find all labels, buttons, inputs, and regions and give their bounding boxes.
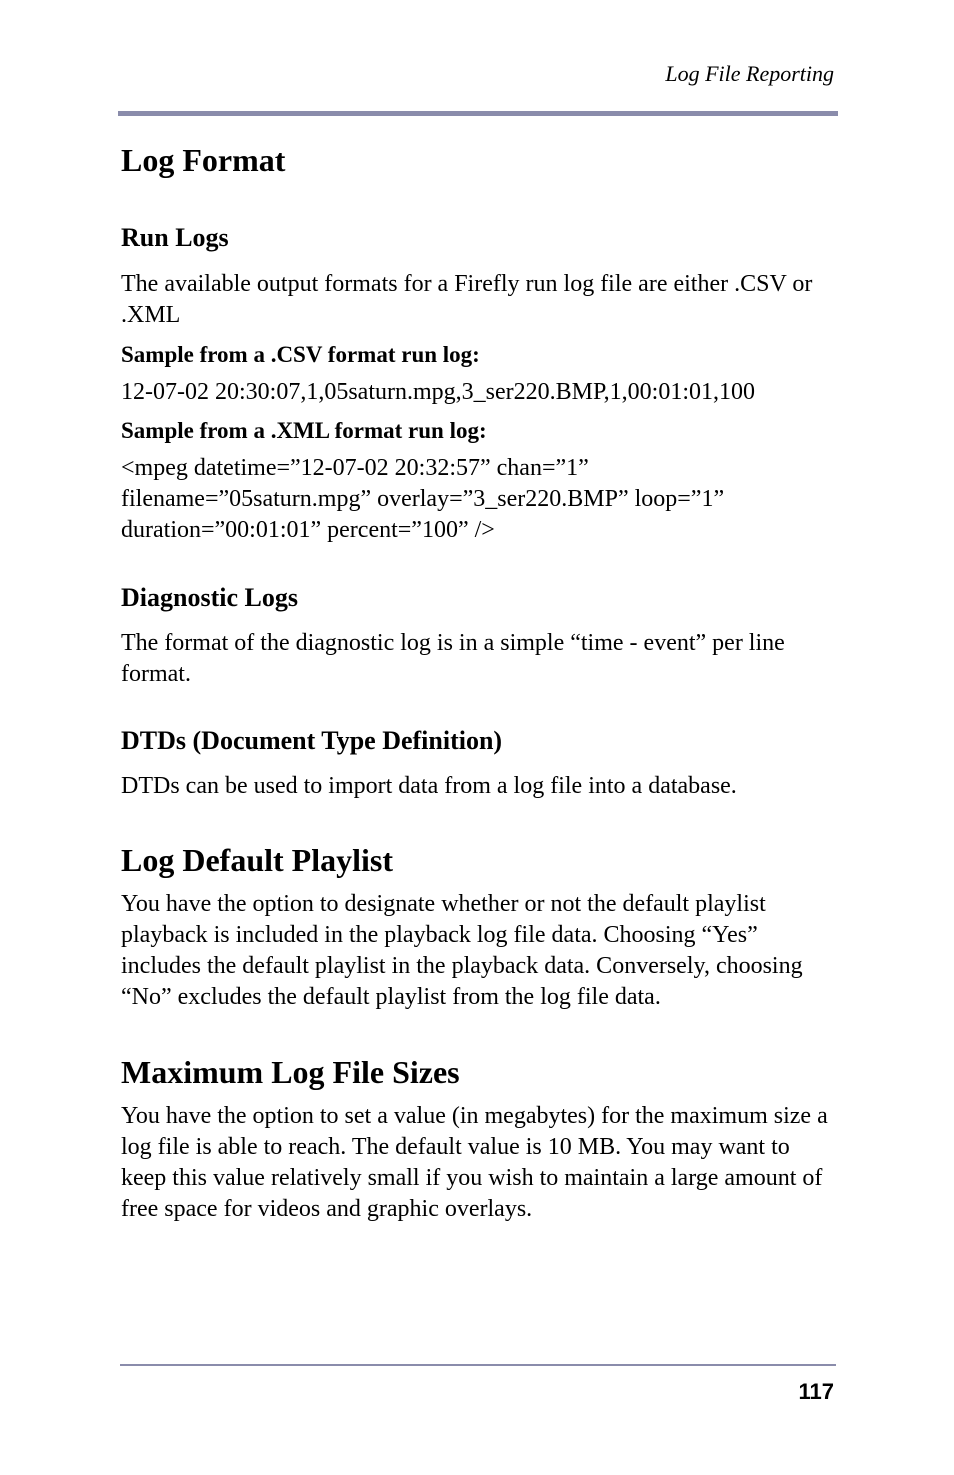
subheading-run-logs: Run Logs: [121, 223, 229, 252]
subheading-diagnostic-logs: Diagnostic Logs: [121, 583, 298, 612]
maximum-log-file-sizes-body: You have the option to set a value (in megabytes) for the maximum size a log file is able to reach. The default value is 10 MB. You may want to keep this value relatively small if you wish to maintain a large amount of free space for videos and graphic overlays.: [121, 1103, 828, 1222]
heading-maximum-log-file-sizes: Maximum Log File Sizes: [121, 1054, 460, 1090]
xml-sample-line: filename=”05saturn.mpg” overlay=”3_ser220.BMP” loop=”1”: [121, 486, 725, 512]
csv-sample: 12-07-02 20:30:07,1,05saturn.mpg,3_ser220.BMP,1,00:01:01,100: [121, 379, 755, 405]
running-head: Log File Reporting: [665, 61, 834, 86]
xml-sample-label: Sample from a .XML format run log:: [121, 418, 487, 443]
footer-rule: [120, 1364, 836, 1366]
xml-sample: [121, 453, 837, 546]
xml-sample-line: <mpeg datetime=”12-07-02 20:32:57” chan=”1”: [121, 455, 589, 481]
diagnostic-logs-body: The format of the diagnostic log is in a simple “time - event” per line format.: [121, 630, 785, 687]
dtds-body: DTDs can be used to import data from a log file into a database.: [121, 773, 737, 799]
header-rule: [118, 111, 838, 116]
subheading-dtds: DTDs (Document Type Definition): [121, 726, 503, 755]
page-number: 117: [798, 1379, 834, 1404]
page-content: [121, 140, 837, 1225]
run-logs-intro: The available output formats for a Firefly run log file are either .CSV or .XML: [121, 271, 813, 328]
log-default-playlist-body: You have the option to designate whether or not the default playlist playback is included in the playback log file data. Choosing “Yes” includes the default playlist in the playback data. Conversely, choosing “No” excludes the default playlist from the log file data.: [121, 891, 803, 1010]
heading-log-default-playlist: Log Default Playlist: [121, 842, 393, 878]
xml-sample-line: duration=”00:01:01” percent=”100” />: [121, 517, 495, 543]
csv-sample-label: Sample from a .CSV format run log:: [121, 342, 480, 367]
heading-log-format: Log Format: [121, 142, 286, 178]
